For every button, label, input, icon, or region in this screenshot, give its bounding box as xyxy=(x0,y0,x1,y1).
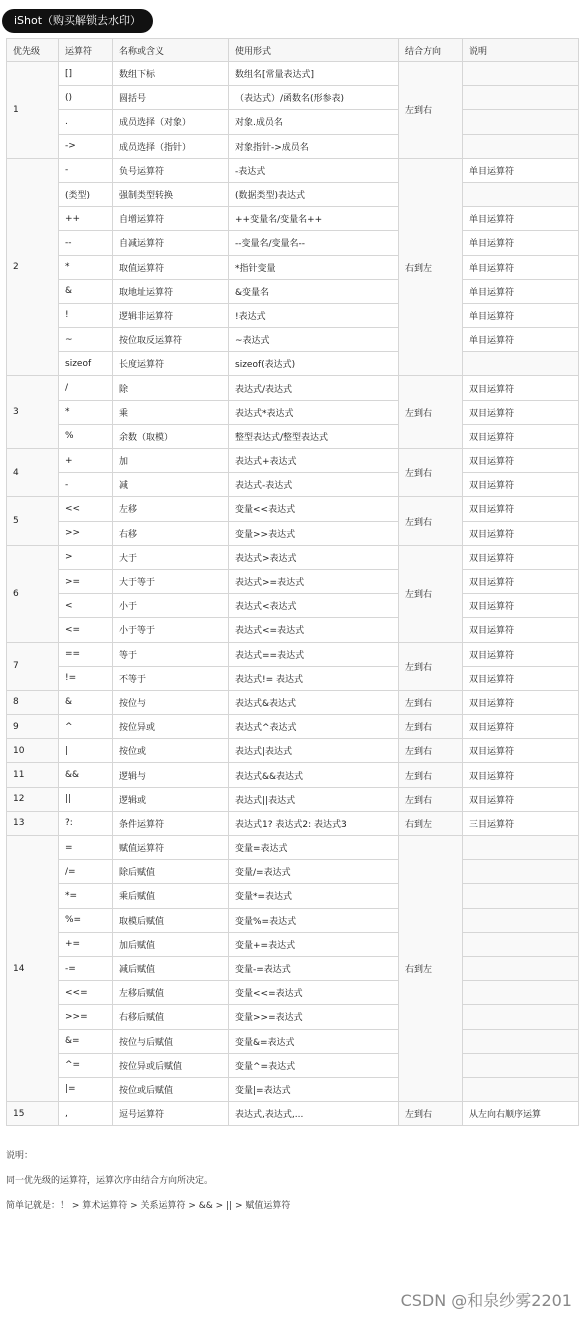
table-row xyxy=(7,836,579,860)
operator-cell: ~ xyxy=(59,328,113,352)
table-row xyxy=(7,981,579,1005)
associativity-cell: 左到右 xyxy=(399,763,463,787)
notes-line-2: 简单记就是：！ > 算术运算符 > 关系运算符 > && > || > 赋值运算符 xyxy=(6,1201,291,1211)
usage-cell: sizeof(表达式) xyxy=(229,352,399,376)
name-cell: 自减运算符 xyxy=(113,231,229,255)
table-row xyxy=(7,231,579,255)
usage-cell: 表达式,表达式,... xyxy=(229,1102,399,1126)
table-row xyxy=(7,376,579,400)
usage-cell: 表达式-表达式 xyxy=(229,473,399,497)
associativity-cell: 左到右 xyxy=(399,787,463,811)
note-cell: 双目运算符 xyxy=(463,618,579,642)
table-row xyxy=(7,62,579,86)
note-cell: 双目运算符 xyxy=(463,376,579,400)
operator-cell: * xyxy=(59,255,113,279)
operator-cell: | xyxy=(59,739,113,763)
note-cell xyxy=(463,1005,579,1029)
operator-cell: |= xyxy=(59,1077,113,1101)
operator-cell: - xyxy=(59,473,113,497)
operator-cell: & xyxy=(59,279,113,303)
operator-cell: ! xyxy=(59,303,113,327)
note-cell xyxy=(463,860,579,884)
note-cell xyxy=(463,932,579,956)
note-cell: 双目运算符 xyxy=(463,763,579,787)
note-cell: 双目运算符 xyxy=(463,739,579,763)
name-cell: 取值运算符 xyxy=(113,255,229,279)
name-cell: 按位取反运算符 xyxy=(113,328,229,352)
table-row xyxy=(7,1029,579,1053)
operator-cell: % xyxy=(59,424,113,448)
usage-cell: 整型表达式/整型表达式 xyxy=(229,424,399,448)
operator-cell: sizeof xyxy=(59,352,113,376)
operator-cell: += xyxy=(59,932,113,956)
name-cell: 小于 xyxy=(113,594,229,618)
usage-cell: 表达式&表达式 xyxy=(229,690,399,714)
table-row xyxy=(7,690,579,714)
note-cell: 双目运算符 xyxy=(463,545,579,569)
operator-cell: << xyxy=(59,497,113,521)
table-row xyxy=(7,110,579,134)
priority-cell: 13 xyxy=(7,811,59,835)
table-row xyxy=(7,86,579,110)
note-cell: 双目运算符 xyxy=(463,666,579,690)
name-cell: 数组下标 xyxy=(113,62,229,86)
priority-cell: 3 xyxy=(7,376,59,449)
notes-heading: 说明： xyxy=(6,1151,34,1161)
notes-line-1: 同一优先级的运算符，运算次序由结合方向所决定。 xyxy=(6,1176,214,1186)
associativity-cell: 左到右 xyxy=(399,62,463,159)
table-row xyxy=(7,158,579,182)
header-name: 名称或含义 xyxy=(113,39,229,62)
operator-cell: >= xyxy=(59,569,113,593)
operator-cell: &= xyxy=(59,1029,113,1053)
usage-cell: 变量&=表达式 xyxy=(229,1029,399,1053)
note-cell xyxy=(463,836,579,860)
header-associativity: 结合方向 xyxy=(399,39,463,62)
table-row xyxy=(7,1102,579,1126)
name-cell: 逻辑或 xyxy=(113,787,229,811)
operator-cell: . xyxy=(59,110,113,134)
name-cell: 右移 xyxy=(113,521,229,545)
usage-cell: 表达式/表达式 xyxy=(229,376,399,400)
associativity-cell: 左到右 xyxy=(399,449,463,497)
note-cell xyxy=(463,981,579,1005)
note-cell xyxy=(463,352,579,376)
name-cell: 大于等于 xyxy=(113,569,229,593)
table-row xyxy=(7,932,579,956)
note-cell xyxy=(463,86,579,110)
header-usage: 使用形式 xyxy=(229,39,399,62)
name-cell: 成员选择（对象） xyxy=(113,110,229,134)
name-cell: 加后赋值 xyxy=(113,932,229,956)
operator-cell: <= xyxy=(59,618,113,642)
note-cell: 单目运算符 xyxy=(463,279,579,303)
usage-cell: 变量^=表达式 xyxy=(229,1053,399,1077)
table-row xyxy=(7,1005,579,1029)
priority-cell: 7 xyxy=(7,642,59,690)
table-row xyxy=(7,521,579,545)
table-row xyxy=(7,449,579,473)
table-row xyxy=(7,182,579,206)
operator-cell: [] xyxy=(59,62,113,86)
usage-cell: 变量<<表达式 xyxy=(229,497,399,521)
usage-cell: 变量=表达式 xyxy=(229,836,399,860)
header-priority: 优先级 xyxy=(7,39,59,62)
name-cell: 除 xyxy=(113,376,229,400)
operator-cell: /= xyxy=(59,860,113,884)
note-cell: 双目运算符 xyxy=(463,594,579,618)
table-row xyxy=(7,763,579,787)
usage-cell: 变量+=表达式 xyxy=(229,932,399,956)
name-cell: 乘 xyxy=(113,400,229,424)
usage-cell: 表达式1? 表达式2: 表达式3 xyxy=(229,811,399,835)
table-row xyxy=(7,642,579,666)
priority-cell: 6 xyxy=(7,545,59,642)
table-row xyxy=(7,1077,579,1101)
name-cell: 按位与后赋值 xyxy=(113,1029,229,1053)
operator-cell: != xyxy=(59,666,113,690)
usage-cell: ++变量名/变量名++ xyxy=(229,207,399,231)
table-row xyxy=(7,497,579,521)
usage-cell: *指针变量 xyxy=(229,255,399,279)
table-body xyxy=(7,62,579,1126)
table-row xyxy=(7,739,579,763)
operator-cell: > xyxy=(59,545,113,569)
name-cell: 取地址运算符 xyxy=(113,279,229,303)
usage-cell: 表达式!= 表达式 xyxy=(229,666,399,690)
operator-cell: ++ xyxy=(59,207,113,231)
notes-section xyxy=(6,1148,290,1223)
priority-cell: 14 xyxy=(7,836,59,1102)
usage-cell: 数组名[常量表达式] xyxy=(229,62,399,86)
note-cell: 单目运算符 xyxy=(463,231,579,255)
note-cell: 双目运算符 xyxy=(463,787,579,811)
usage-cell: 表达式<=表达式 xyxy=(229,618,399,642)
note-cell xyxy=(463,1053,579,1077)
name-cell: 赋值运算符 xyxy=(113,836,229,860)
name-cell: 圆括号 xyxy=(113,86,229,110)
note-cell xyxy=(463,62,579,86)
operator-cell: <<= xyxy=(59,981,113,1005)
usage-cell: 表达式|表达式 xyxy=(229,739,399,763)
csdn-credit: CSDN @和泉纱雾2201 xyxy=(400,1291,572,1310)
table-row xyxy=(7,328,579,352)
note-cell: 单目运算符 xyxy=(463,207,579,231)
header-note: 说明 xyxy=(463,39,579,62)
note-cell: 双目运算符 xyxy=(463,424,579,448)
watermark-badge: iShot（购买解锁去水印） xyxy=(2,9,153,33)
name-cell: 右移后赋值 xyxy=(113,1005,229,1029)
table-row xyxy=(7,400,579,424)
note-cell: 双目运算符 xyxy=(463,569,579,593)
name-cell: 等于 xyxy=(113,642,229,666)
note-cell: 双目运算符 xyxy=(463,400,579,424)
note-cell xyxy=(463,110,579,134)
name-cell: 左移 xyxy=(113,497,229,521)
table-row xyxy=(7,279,579,303)
name-cell: 小于等于 xyxy=(113,618,229,642)
operator-cell: + xyxy=(59,449,113,473)
associativity-cell: 左到右 xyxy=(399,545,463,642)
note-cell: 单目运算符 xyxy=(463,255,579,279)
usage-cell: 变量>>表达式 xyxy=(229,521,399,545)
name-cell: 逗号运算符 xyxy=(113,1102,229,1126)
associativity-cell: 左到右 xyxy=(399,690,463,714)
name-cell: 条件运算符 xyxy=(113,811,229,835)
priority-cell: 11 xyxy=(7,763,59,787)
name-cell: 取模后赋值 xyxy=(113,908,229,932)
priority-cell: 9 xyxy=(7,715,59,739)
note-cell: 双目运算符 xyxy=(463,642,579,666)
usage-cell: 变量/=表达式 xyxy=(229,860,399,884)
operator-cell: || xyxy=(59,787,113,811)
associativity-cell: 右到左 xyxy=(399,836,463,1102)
name-cell: 强制类型转换 xyxy=(113,182,229,206)
name-cell: 按位异或后赋值 xyxy=(113,1053,229,1077)
table-row xyxy=(7,618,579,642)
priority-cell: 12 xyxy=(7,787,59,811)
operator-cell: *= xyxy=(59,884,113,908)
note-cell: 双目运算符 xyxy=(463,497,579,521)
priority-cell: 1 xyxy=(7,62,59,159)
operator-cell: (类型) xyxy=(59,182,113,206)
table-row xyxy=(7,884,579,908)
table-row xyxy=(7,207,579,231)
usage-cell: &变量名 xyxy=(229,279,399,303)
operator-cell: ^= xyxy=(59,1053,113,1077)
note-cell xyxy=(463,1029,579,1053)
operator-cell: / xyxy=(59,376,113,400)
usage-cell: 变量-=表达式 xyxy=(229,956,399,980)
usage-cell: 变量%=表达式 xyxy=(229,908,399,932)
operator-cell: < xyxy=(59,594,113,618)
priority-cell: 4 xyxy=(7,449,59,497)
usage-cell: 变量<<=表达式 xyxy=(229,981,399,1005)
operator-cell: == xyxy=(59,642,113,666)
table-row xyxy=(7,908,579,932)
operator-precedence-table xyxy=(6,38,579,1126)
name-cell: 不等于 xyxy=(113,666,229,690)
note-cell: 双目运算符 xyxy=(463,473,579,497)
table-row xyxy=(7,715,579,739)
note-cell xyxy=(463,884,579,908)
note-cell xyxy=(463,956,579,980)
usage-cell: ~表达式 xyxy=(229,328,399,352)
table-row xyxy=(7,811,579,835)
usage-cell: !表达式 xyxy=(229,303,399,327)
name-cell: 大于 xyxy=(113,545,229,569)
table-row xyxy=(7,860,579,884)
note-cell: 双目运算符 xyxy=(463,449,579,473)
usage-cell: 表达式>=表达式 xyxy=(229,569,399,593)
table-row xyxy=(7,424,579,448)
associativity-cell: 左到右 xyxy=(399,497,463,545)
usage-cell: 表达式&&表达式 xyxy=(229,763,399,787)
operator-cell: >>= xyxy=(59,1005,113,1029)
associativity-cell: 左到右 xyxy=(399,739,463,763)
usage-cell: 表达式^表达式 xyxy=(229,715,399,739)
priority-cell: 5 xyxy=(7,497,59,545)
name-cell: 减后赋值 xyxy=(113,956,229,980)
note-cell: 三目运算符 xyxy=(463,811,579,835)
table-row xyxy=(7,545,579,569)
operator-cell: * xyxy=(59,400,113,424)
table-row xyxy=(7,956,579,980)
name-cell: 逻辑非运算符 xyxy=(113,303,229,327)
usage-cell: 表达式>表达式 xyxy=(229,545,399,569)
operator-cell: && xyxy=(59,763,113,787)
name-cell: 长度运算符 xyxy=(113,352,229,376)
name-cell: 按位或后赋值 xyxy=(113,1077,229,1101)
associativity-cell: 左到右 xyxy=(399,1102,463,1126)
name-cell: 除后赋值 xyxy=(113,860,229,884)
usage-cell: 对象.成员名 xyxy=(229,110,399,134)
note-cell: 双目运算符 xyxy=(463,715,579,739)
associativity-cell: 左到右 xyxy=(399,376,463,449)
usage-cell: 变量|=表达式 xyxy=(229,1077,399,1101)
name-cell: 自增运算符 xyxy=(113,207,229,231)
priority-cell: 15 xyxy=(7,1102,59,1126)
associativity-cell: 左到右 xyxy=(399,715,463,739)
name-cell: 减 xyxy=(113,473,229,497)
usage-cell: --变量名/变量名-- xyxy=(229,231,399,255)
operator-cell: & xyxy=(59,690,113,714)
priority-cell: 10 xyxy=(7,739,59,763)
operator-cell: %= xyxy=(59,908,113,932)
note-cell: 单目运算符 xyxy=(463,158,579,182)
usage-cell: 表达式==表达式 xyxy=(229,642,399,666)
operator-cell: - xyxy=(59,158,113,182)
usage-cell: 表达式*表达式 xyxy=(229,400,399,424)
associativity-cell: 右到左 xyxy=(399,811,463,835)
usage-cell: -表达式 xyxy=(229,158,399,182)
usage-cell: (数据类型)表达式 xyxy=(229,182,399,206)
usage-cell: 变量>>=表达式 xyxy=(229,1005,399,1029)
operator-cell: -> xyxy=(59,134,113,158)
priority-cell: 2 xyxy=(7,158,59,376)
associativity-cell: 左到右 xyxy=(399,642,463,690)
usage-cell: 表达式||表达式 xyxy=(229,787,399,811)
name-cell: 按位与 xyxy=(113,690,229,714)
usage-cell: 对象指针->成员名 xyxy=(229,134,399,158)
note-cell xyxy=(463,134,579,158)
usage-cell: 变量*=表达式 xyxy=(229,884,399,908)
operator-cell: = xyxy=(59,836,113,860)
name-cell: 乘后赋值 xyxy=(113,884,229,908)
table-row xyxy=(7,255,579,279)
name-cell: 逻辑与 xyxy=(113,763,229,787)
usage-cell: 表达式+表达式 xyxy=(229,449,399,473)
name-cell: 按位或 xyxy=(113,739,229,763)
table-row xyxy=(7,134,579,158)
name-cell: 成员选择（指针） xyxy=(113,134,229,158)
operator-cell: ^ xyxy=(59,715,113,739)
operator-cell: >> xyxy=(59,521,113,545)
table-header-row xyxy=(7,39,579,62)
table-row xyxy=(7,303,579,327)
note-cell: 单目运算符 xyxy=(463,328,579,352)
table-row xyxy=(7,473,579,497)
operator-cell: () xyxy=(59,86,113,110)
priority-cell: 8 xyxy=(7,690,59,714)
note-cell: 双目运算符 xyxy=(463,521,579,545)
name-cell: 余数（取模） xyxy=(113,424,229,448)
table-row xyxy=(7,569,579,593)
note-cell: 单目运算符 xyxy=(463,303,579,327)
table-row xyxy=(7,787,579,811)
header-operator: 运算符 xyxy=(59,39,113,62)
name-cell: 按位异或 xyxy=(113,715,229,739)
table-row xyxy=(7,1053,579,1077)
usage-cell: 表达式<表达式 xyxy=(229,594,399,618)
operator-cell: ?: xyxy=(59,811,113,835)
table-row xyxy=(7,594,579,618)
table-row xyxy=(7,352,579,376)
operator-cell: -= xyxy=(59,956,113,980)
name-cell: 左移后赋值 xyxy=(113,981,229,1005)
note-cell xyxy=(463,1077,579,1101)
operator-cell: , xyxy=(59,1102,113,1126)
associativity-cell: 右到左 xyxy=(399,158,463,376)
name-cell: 负号运算符 xyxy=(113,158,229,182)
note-cell: 双目运算符 xyxy=(463,690,579,714)
operator-cell: -- xyxy=(59,231,113,255)
usage-cell: （表达式）/函数名(形参表) xyxy=(229,86,399,110)
note-cell xyxy=(463,908,579,932)
name-cell: 加 xyxy=(113,449,229,473)
note-cell xyxy=(463,182,579,206)
note-cell: 从左向右顺序运算 xyxy=(463,1102,579,1126)
table-row xyxy=(7,666,579,690)
